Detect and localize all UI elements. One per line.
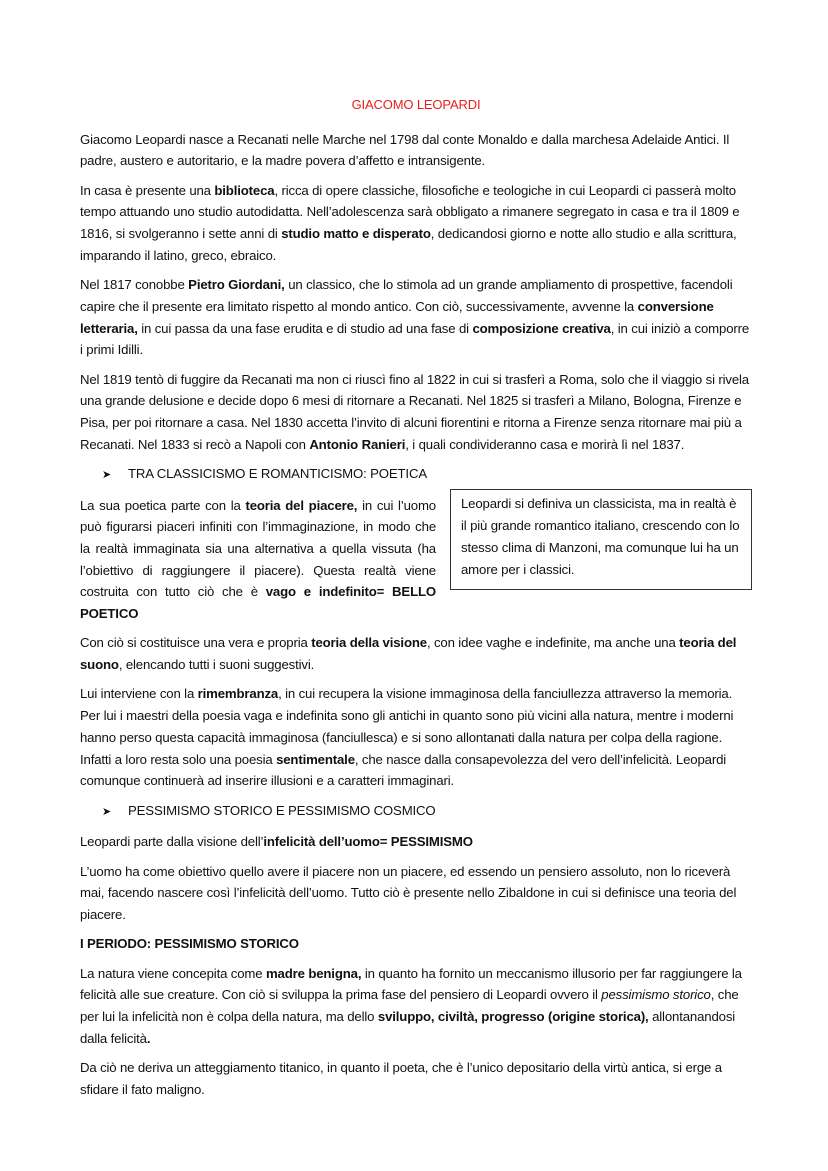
- bold-text: Antonio Ranieri: [309, 436, 406, 452]
- paragraph: [80, 831, 752, 853]
- text-run: L’uomo ha come obiettivo quello avere il piacere non un piacere, ed essendo un pensiero assoluto, non lo riceverà mai, facendo nascere così l’infelicità dell’uomo. Tutto ciò è presente nello Zibaldone in cui si definisce una teoria del piacere.: [80, 863, 737, 922]
- bold-text: composizione creativa: [472, 320, 611, 336]
- bold-text: studio matto e disperato: [281, 226, 431, 242]
- text-run: , ricca di opere classiche, filosofiche e teologiche in cui Leopardi ci passerà molto tempo attuando uno studio autodidatta. Nell’adolescenza sarà obbligato a rimanere segregato in casa e tra il 1809 e 1816, si svolgeranno i sette anni di: [80, 182, 740, 242]
- text-run: Nel 1817 conobbe: [80, 277, 189, 293]
- bold-text: madre benigna,: [265, 965, 362, 981]
- text-run: Leopardi parte dalla visione dell’: [80, 834, 264, 850]
- bold-text: conversione letteraria,: [80, 298, 714, 336]
- text-run: La sua poetica parte con la: [80, 497, 246, 513]
- text-run: In casa è presente una: [80, 182, 215, 198]
- text-run: in cui passa da una fase erudita e di studio ad una fase di: [137, 320, 473, 336]
- text-run: , in cui recupera la visione immaginosa della fanciullezza attraverso la memoria. Per lui i maestri della poesia vaga e indefinita sono gli antichi in quanto sono più vicini alla natura, mentre i moderni hanno perso questa capacità immaginosa (fanciullesca) e si sono allontanati dalla natura per colpa della ragione. Infatti a loro resta solo una poesia: [80, 686, 734, 767]
- paragraph: [80, 963, 752, 1050]
- arrowhead-bullet-icon: ➤: [102, 468, 112, 481]
- text-run: allontanandosi dalla felicità: [80, 1008, 736, 1046]
- bold-text: infelicità dell’uomo= PESSIMISMO: [263, 834, 473, 850]
- pessimismo-section: [80, 831, 752, 1100]
- text-run: Lui interviene con la: [80, 686, 198, 702]
- text-run: , in cui iniziò a comporre i primi Idilli.: [80, 320, 750, 358]
- text-run: La natura viene concepita come: [80, 965, 266, 981]
- bold-text: biblioteca: [214, 182, 275, 198]
- text-run: Nel 1819 tentò di fuggire da Recanati ma non ci riuscì fino al 1822 in cui si trasferì a Roma, solo che il viaggio si rivela una grande delusione e decide dopo 6 mesi di ritornare a Recanati. Nel 1825 si trasferì a Milano, Bologna, Firenze e Pisa, per poi ritornare a casa. Nel 1830 accetta l’invito di alcuni fiorentini e ritorna a Firenze senza ritornare mai più a Recanati. Nel 1833 si recò a Napoli con: [80, 371, 749, 452]
- intro-section: [80, 129, 752, 456]
- sidebar-note-box: Leopardi si definiva un classicista, ma in realtà è il più grande romantico italiano, crescendo con lo stesso clima di Manzoni, ma comunque lui ha un amore per i classici.: [450, 489, 752, 590]
- arrowhead-bullet-icon: ➤: [102, 805, 112, 818]
- text-run: , con idee vaghe e indefinite, ma anche una: [426, 635, 680, 651]
- text-run: in cui l’uomo può figurarsi piaceri infiniti con l’immaginazione, in modo che la realtà immaginata sia una alternativa a quella vissuta (ha l’obiettivo di raggiungere il piacere). Questa realtà viene costruita con tutto ciò che è: [80, 497, 436, 600]
- bold-text: sviluppo, civiltà, progresso (origine storica),: [377, 1008, 649, 1024]
- italic-text: pessimismo storico: [601, 987, 711, 1003]
- paragraph: [80, 274, 752, 361]
- paragraph: [80, 632, 752, 675]
- paragraph: [80, 933, 752, 955]
- text-run: in quanto ha fornito un meccanismo illusorio per far raggiungere la felicità alle sue creature. Con ciò si sviluppa la prima fase del pensiero di Leopardi ovvero il: [80, 965, 742, 1003]
- section-heading-text: PESSIMISMO STORICO E PESSIMISMO COSMICO: [128, 802, 436, 818]
- text-run: , elencando tutti i suoni suggestivi.: [118, 657, 315, 673]
- bold-text: Pietro Giordani,: [188, 277, 285, 293]
- text-run: Giacomo Leopardi nasce a Recanati nelle Marche nel 1798 dal conte Monaldo e dalla marchesa Adelaide Antici. Il padre, austero e autoritario, e la madre povera d’affetto e intransigente.: [80, 131, 730, 169]
- section-heading-poetica: [80, 463, 752, 487]
- paragraph: [80, 369, 752, 456]
- bold-text: I PERIODO: PESSIMISMO STORICO: [80, 936, 299, 952]
- section-heading-text: TRA CLASSICISMO E ROMANTICISMO: POETICA: [128, 465, 427, 481]
- document-title: GIACOMO LEOPARDI: [351, 97, 481, 112]
- paragraph: [80, 180, 752, 267]
- bold-text: teoria della visione: [311, 635, 427, 651]
- bold-text: vago e indefinito= BELLO POETICO: [80, 584, 436, 622]
- paragraph: [80, 1057, 752, 1100]
- bold-text: teoria del piacere,: [245, 497, 358, 513]
- paragraph: [80, 683, 752, 792]
- paragraph: [80, 861, 752, 926]
- paragraph: [80, 129, 752, 172]
- bold-text: teoria del suono: [80, 635, 737, 673]
- text-run: Con ciò si costituisce una vera e propria: [80, 635, 312, 651]
- text-run: , i quali condivideranno casa e morirà lì nel 1837.: [405, 436, 685, 452]
- document-page: [80, 94, 752, 1108]
- section-heading-pessimismo: [80, 800, 752, 824]
- text-run: , che per lui la infelicità non è colpa della natura, ma dello: [80, 987, 739, 1024]
- text-run: Da ciò ne deriva un atteggiamento titanico, in quanto il poeta, che è l’unico depositario della virtù antica, si erge a sfidare il fato maligno.: [80, 1059, 722, 1097]
- bold-text: rimembranza: [197, 686, 279, 702]
- text-run: , che nasce dalla consapevolezza del vero dell’infelicità. Leopardi comunque continuerà ad inserire illusioni e a caratteri immaginari.: [80, 751, 727, 789]
- bold-text: sentimentale: [276, 751, 355, 767]
- text-run: , dedicandosi giorno e notte allo studio e alla scrittura, imparando il latino, greco, ebraico.: [80, 226, 737, 263]
- text-run: un classico, che lo stimola ad un grande ampliamento di prospettive, facendoli capire che il presente era limitato rispetto al mondo antico. Con ciò, successivamente, avvenne la: [80, 277, 733, 314]
- bold-text: .: [146, 1030, 151, 1046]
